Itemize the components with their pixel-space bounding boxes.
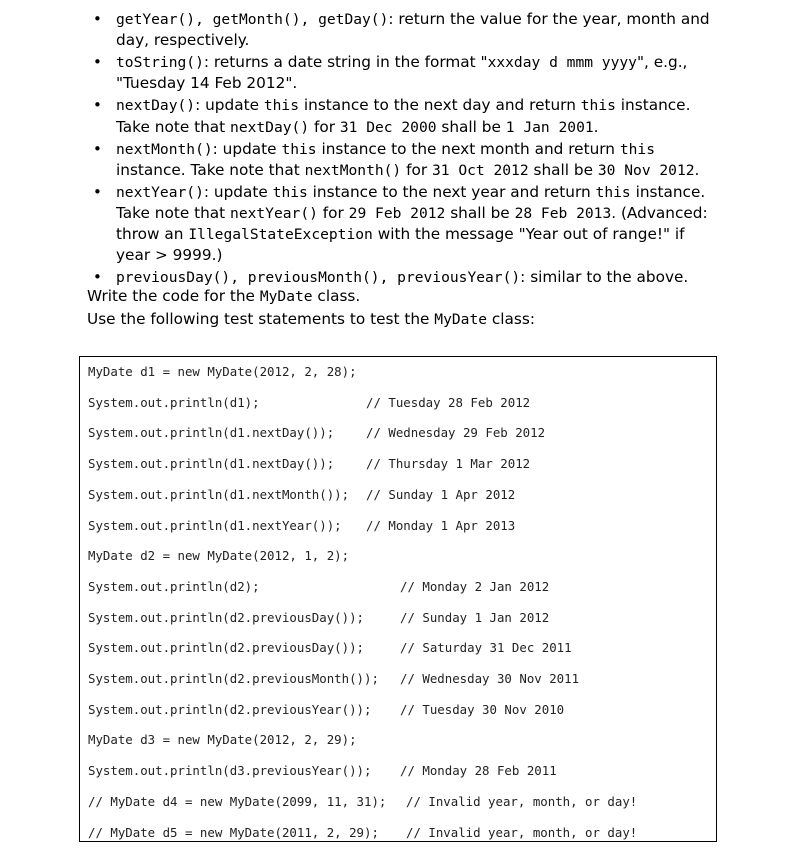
code-term: IllegalStateException — [188, 226, 373, 244]
code-term: 31 Dec 2000 — [339, 118, 437, 136]
text-segment: shall be — [436, 117, 506, 136]
code-line — [88, 640, 708, 655]
code-term: 29 Feb 2012 — [348, 205, 446, 223]
text-segment: shall be — [528, 160, 598, 179]
text-segment: class: — [487, 310, 536, 328]
instruction-text — [87, 287, 360, 305]
text-segment: instance to the next day and return — [299, 96, 581, 115]
code-comment: // Wednesday 30 Nov 2011 — [400, 671, 580, 686]
code-line — [88, 579, 708, 594]
code-term: 30 Nov 2012 — [597, 161, 695, 179]
code-line — [88, 395, 708, 410]
text-segment: : returns a date string in the format " — [203, 53, 488, 72]
code-statement: // MyDate d5 = new MyDate(2011, 2, 29); — [88, 824, 379, 840]
text-segment: instance. Take note that — [116, 96, 691, 136]
code-comment: // Wednesday 29 Feb 2012 — [366, 425, 546, 441]
code-line — [88, 825, 708, 840]
code-term: nextMonth() — [304, 161, 402, 179]
code-term: this — [595, 183, 631, 201]
code-statement: System.out.println(d2.previousMonth()); — [88, 671, 379, 686]
code-statement: System.out.println(d1.nextYear()); — [88, 517, 342, 533]
code-statement: System.out.println(d2.previousDay()); — [88, 640, 365, 656]
text-segment: : return the value for the year, month and day, respectively. — [116, 10, 710, 50]
code-statement: System.out.println(d2.previousYear()); — [88, 701, 372, 717]
code-statement: MyDate d2 = new MyDate(2012, 1, 2); — [88, 548, 350, 564]
code-term: 1 Jan 2001 — [505, 118, 594, 136]
list-item — [0, 182, 801, 267]
code-statement: System.out.println(d1.nextMonth()); — [88, 486, 350, 502]
text-segment: : update — [212, 139, 282, 158]
text-segment: . — [593, 117, 599, 136]
code-statement: System.out.println(d3.previousYear()); — [88, 763, 372, 779]
text-segment: : update — [203, 182, 273, 201]
list-item-text — [116, 53, 687, 92]
code-statement: MyDate d3 = new MyDate(2012, 2, 29); — [88, 732, 357, 748]
code-term: 28 Feb 2013 — [514, 205, 612, 223]
code-line — [88, 487, 708, 502]
code-line — [88, 425, 708, 440]
code-term: 31 Oct 2012 — [431, 161, 529, 179]
text-segment: Use the following test statements to test the — [87, 310, 435, 328]
code-line — [88, 548, 708, 563]
code-term: getYear(), getMonth(), getDay() — [116, 11, 389, 28]
code-term: nextMonth() — [116, 140, 213, 158]
code-comment: // Sunday 1 Jan 2012 — [400, 609, 550, 625]
code-term: this — [580, 97, 616, 115]
code-term: nextYear() — [116, 183, 204, 201]
code-comment: // Monday 1 Apr 2013 — [366, 517, 516, 533]
code-line — [88, 732, 708, 747]
code-line — [88, 610, 708, 625]
code-term: nextDay() — [230, 118, 310, 136]
list-item-text — [116, 96, 690, 135]
code-statement: System.out.println(d1.nextDay()); — [88, 456, 335, 472]
code-term: nextDay() — [116, 97, 196, 115]
code-term: previousDay(), previousMonth(), previousYear() — [116, 269, 521, 287]
code-comment: // Monday 28 Feb 2011 — [400, 763, 557, 779]
code-term: nextYear() — [230, 205, 318, 223]
code-statement: // MyDate d4 = new MyDate(2099, 11, 31); — [88, 793, 387, 809]
text-segment: ", e.g., "Tuesday 14 Feb 2012". — [116, 53, 688, 93]
code-comment: // Invalid year, month, or day! — [406, 824, 638, 840]
text-segment: instance. Take note that — [116, 160, 305, 179]
text-segment: class. — [312, 287, 361, 305]
instruction-paragraph — [87, 286, 727, 307]
code-statement: System.out.println(d1.nextDay()); — [88, 425, 335, 441]
code-line — [88, 794, 708, 809]
text-segment: shall be — [445, 204, 515, 223]
code-comment: // Invalid year, month, or day! — [406, 793, 638, 809]
code-term: this — [619, 140, 655, 158]
list-item-text — [116, 10, 710, 49]
code-line — [88, 456, 708, 471]
code-statement: MyDate d1 = new MyDate(2012, 2, 28); — [88, 364, 357, 379]
code-term: toString() — [116, 54, 204, 72]
text-segment: for — [309, 117, 340, 136]
text-segment: instance. Take note that — [116, 182, 706, 223]
text-segment: instance to the next year and return — [307, 182, 596, 201]
code-comment: // Tuesday 28 Feb 2012 — [366, 394, 531, 410]
code-line — [88, 671, 708, 686]
list-item — [0, 52, 801, 94]
code-statement: System.out.println(d1); — [88, 394, 260, 410]
code-term: this — [272, 183, 308, 201]
list-item-text — [116, 140, 699, 179]
code-term: xxxday d mmm yyyy — [487, 54, 637, 72]
code-comment: // Monday 2 Jan 2012 — [400, 578, 550, 594]
code-term: MyDate — [259, 288, 313, 305]
text-segment: . — [694, 160, 700, 179]
list-item — [0, 95, 801, 137]
text-segment: for — [317, 204, 349, 223]
list-item — [0, 139, 801, 181]
method-list — [0, 9, 801, 289]
text-segment: instance to the next month and return — [316, 139, 620, 158]
code-comment: // Tuesday 30 Nov 2010 — [400, 701, 565, 717]
code-statement: System.out.println(d2); — [88, 578, 260, 594]
code-term: this — [281, 140, 317, 158]
instruction-text — [87, 310, 535, 328]
code-line — [88, 364, 708, 379]
instruction-paragraph — [87, 309, 727, 330]
code-block — [79, 356, 717, 842]
code-statement: System.out.println(d2.previousDay()); — [88, 609, 365, 625]
list-item — [0, 9, 801, 51]
text-segment: : similar to the above. — [520, 268, 689, 287]
list-item-text — [116, 268, 688, 286]
text-segment: for — [401, 160, 432, 179]
text-segment: Write the code for the — [87, 287, 260, 305]
code-term: MyDate — [434, 311, 488, 328]
code-line — [88, 702, 708, 717]
code-comment: // Thursday 1 Mar 2012 — [366, 456, 531, 472]
code-line — [88, 518, 708, 533]
code-comment: // Sunday 1 Apr 2012 — [366, 486, 516, 502]
code-term: this — [263, 97, 300, 115]
text-segment: : update — [195, 96, 264, 115]
code-comment: // Saturday 31 Dec 2011 — [400, 640, 572, 656]
code-line — [88, 763, 708, 778]
list-item-text — [116, 183, 708, 265]
text-segment: . (Advanced: throw an — [116, 204, 708, 244]
text-segment: with the message "Year out of range!" if year > 9999.) — [116, 225, 685, 265]
